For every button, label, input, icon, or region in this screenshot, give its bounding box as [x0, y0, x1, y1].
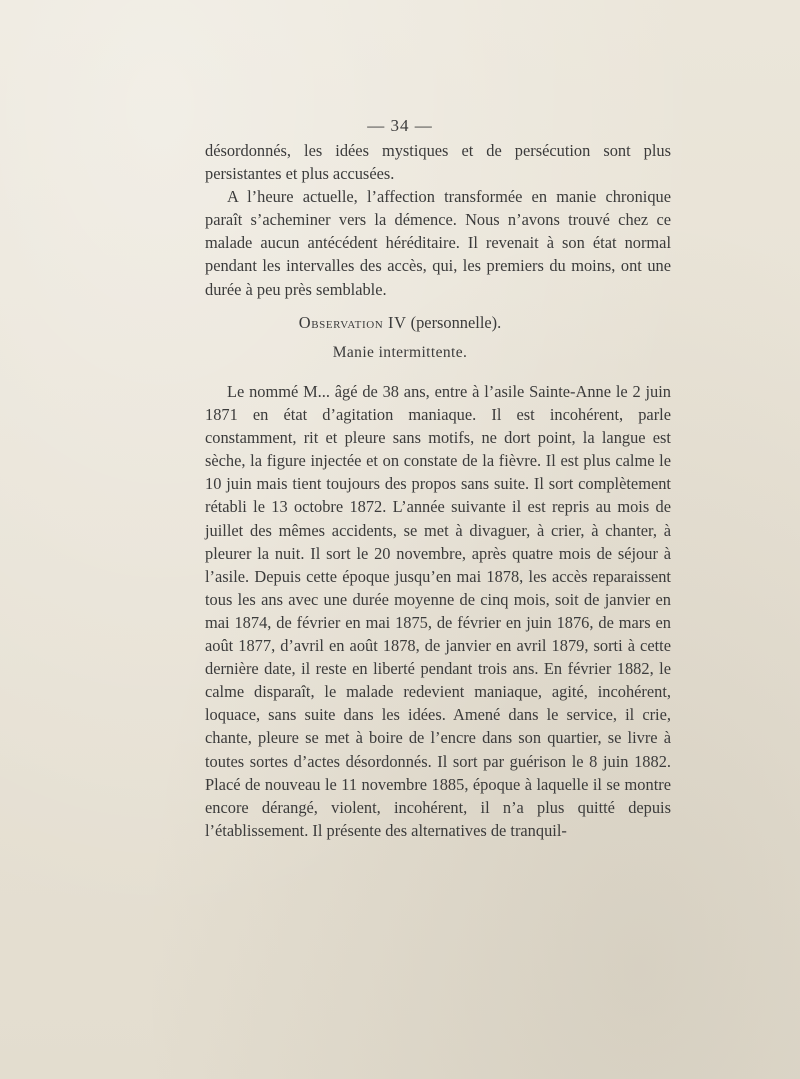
paragraph-continuation: désordonnés, les idées mystiques et de persécution sont plus persistantes et plus accusées. [205, 141, 671, 184]
observation-heading-caps: Observation IV [298, 313, 407, 332]
text-block-top [205, 139, 671, 301]
observation-subtitle: Manie intermittente. [332, 344, 468, 361]
paragraph-case-history: Le nommé M... âgé de 38 ans, entre à l’asile Sainte-Anne le 2 juin 1871 en état d’agitation maniaque. Il est incohérent, parle constamment, rit et pleure sans motifs, ne dort point, la langue est sèche, la figure injectée et on constate de la fièvre. Il est plus calme le 10 juin mais tient toujours des propos sans suite. Il sort complètement rétabli le 13 octobre 1872. L’année suivante il est repris au mois de juillet des mêmes accidents, se met à divaguer, à crier, à chanter, à pleurer la nuit. Il sort le 20 novembre, après quatre mois de séjour à l’asile. Depuis cette époque jusqu’en mai 1878, les accès reparaissent tous les ans avec une durée moyenne de cinq mois, soit de janvier en mai 1874, de février en mai 1875, de février en juin 1876, de mars en août 1877, d’avril en août 1878, de janvier en avril 1879, sorti à cette dernière date, il reste en liberté pendant trois ans. En février 1882, le calme disparaît, le malade redevient maniaque, agité, incohérent, loquace, sans suite dans les idées. Amené dans le service, il crie, chante, pleure se met à boire de l’encre dans son quartier, se livre à toutes sortes d’actes désordonnés. Il sort par guérison le 8 juin 1882. Placé de nouveau le 11 novembre 1885, époque à laquelle il se montre encore dérangé, violent, incohérent, il n’a plus quitté depuis l’établissement. Il présente des alternatives de tranquil- [205, 382, 671, 840]
page-number: — 34 — [367, 116, 433, 135]
text-block-observation [205, 380, 671, 842]
paragraph-current-state: A l’heure actuelle, l’affection transformée en manie chronique paraît s’acheminer vers la démence. Nous n’avons trouvé chez ce malade aucun antécédent héréditaire. Il revenait à son état normal pendant les intervalles des accès, qui, les premiers du moins, ont une durée à peu près semblable. [205, 187, 671, 299]
observation-heading [0, 313, 800, 333]
observation-heading-rest: (personnelle). [406, 313, 502, 332]
